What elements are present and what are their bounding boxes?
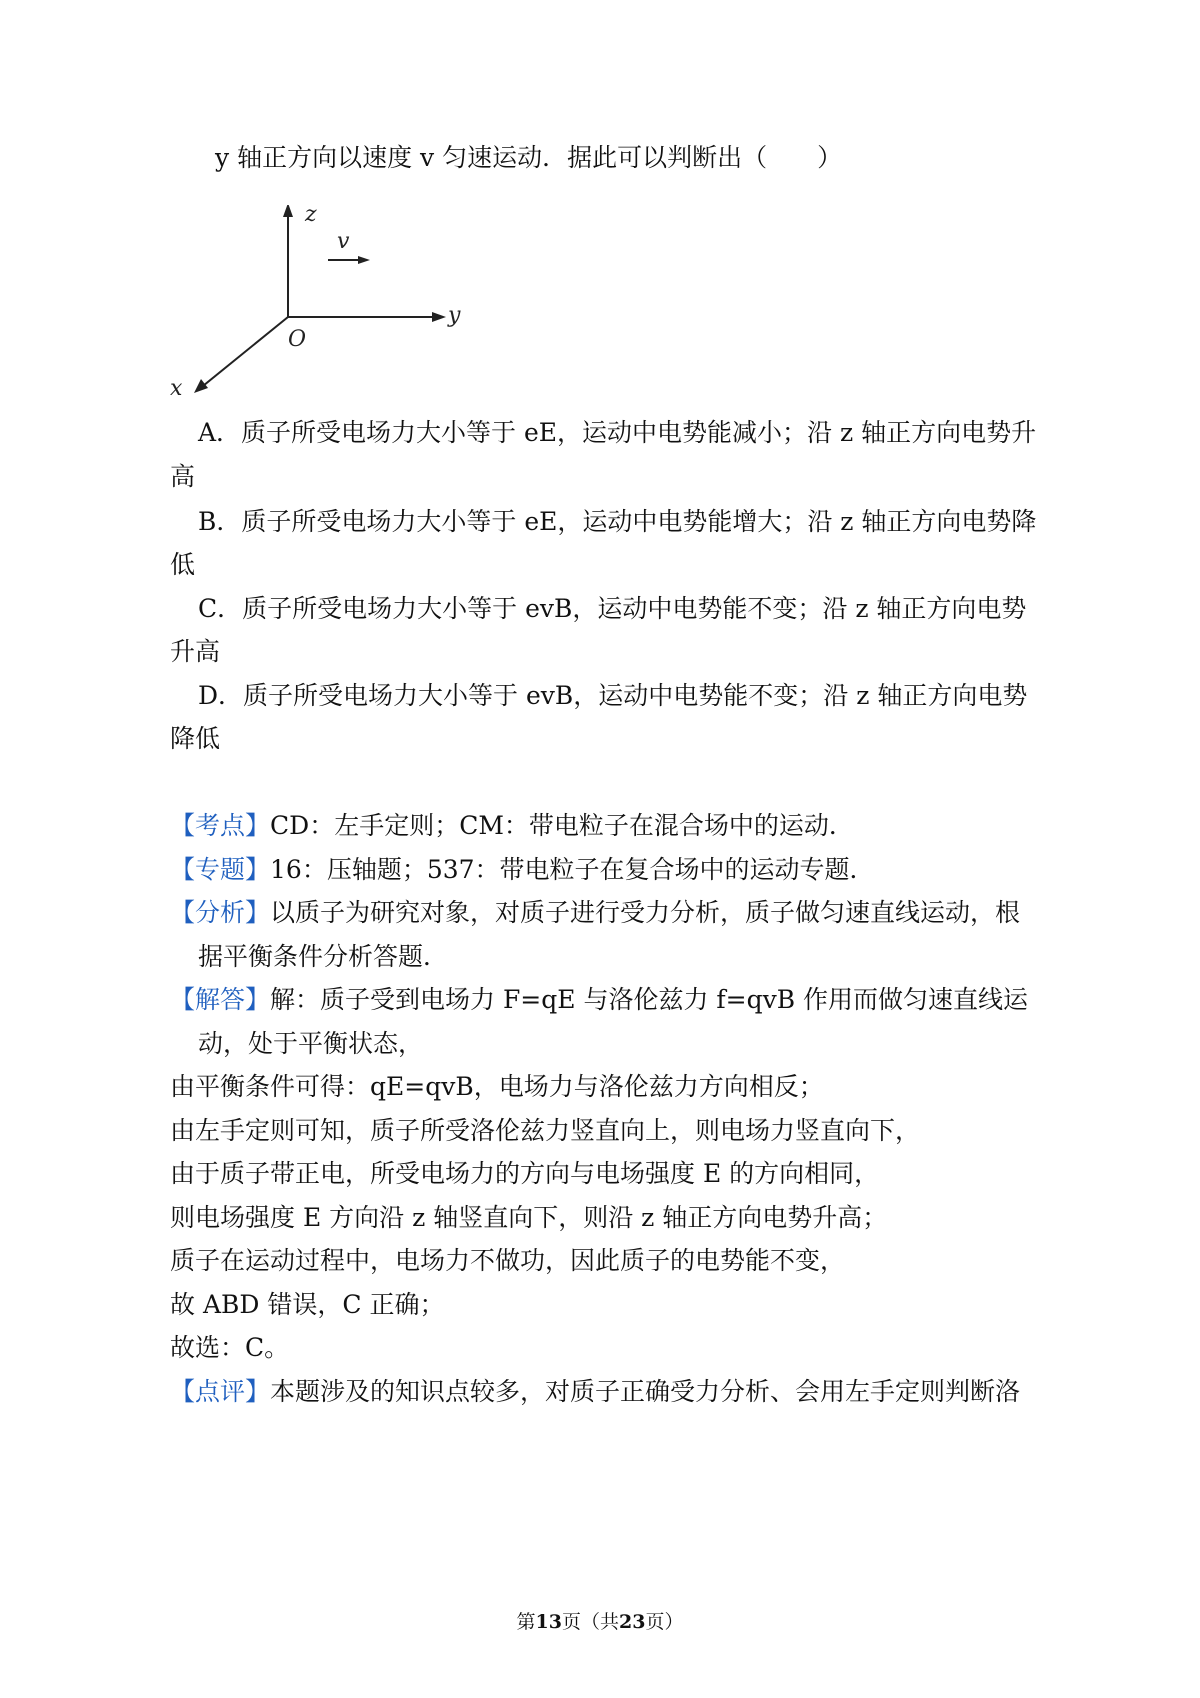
y-axis-label: y <box>448 303 461 328</box>
option-d-line2: 降低 <box>170 724 221 753</box>
dianping-row <box>170 1375 1020 1409</box>
page-footer <box>0 1609 1200 1635</box>
option-b-line1: B．质子所受电场力大小等于 eE，运动中电势能增大；沿 z 轴正方向电势降 <box>198 507 1037 536</box>
jieda-text-line2: 动，处于平衡状态， <box>198 1029 424 1058</box>
solution-line: 质子在运动过程中，电场力不做功，因此质子的电势能不变， <box>170 1246 846 1275</box>
option-c-line1: C．质子所受电场力大小等于 evB，运动中电势能不变；沿 z 轴正方向电势 <box>198 594 1027 623</box>
dianping-tag: 【点评】 <box>170 1377 271 1406</box>
fenxi-text-line1: 以质子为研究对象，对质子进行受力分析，质子做匀速直线运动，根 <box>270 898 1021 927</box>
zhuanti-row <box>170 853 875 887</box>
option-b-line2: 低 <box>170 550 196 579</box>
option-a-line1: A．质子所受电场力大小等于 eE，运动中电势能减小；沿 z 轴正方向电势升 <box>198 418 1037 447</box>
x-axis-label: x <box>170 376 183 401</box>
dianping-text: 本题涉及的知识点较多，对质子正确受力分析、会用左手定则判断洛 <box>270 1377 1021 1406</box>
kaodian-text: CD：左手定则；CM：带电粒子在混合场中的运动． <box>270 811 854 840</box>
footer-prefix: 第 <box>516 1611 536 1633</box>
solution-line: 故 ABD 错误，C 正确； <box>170 1290 445 1319</box>
jieda-tag: 【解答】 <box>170 985 271 1014</box>
footer-page-number: 13 <box>535 1611 562 1633</box>
solution-line: 故选：C。 <box>170 1333 290 1362</box>
fenxi-tag: 【分析】 <box>170 898 271 927</box>
z-axis-arrowhead <box>283 205 293 217</box>
solution-line: 则电场强度 E 方向沿 z 轴竖直向下，则沿 z 轴正方向电势升高； <box>170 1203 888 1232</box>
solution-line: 由于质子带正电，所受电场力的方向与电场强度 E 的方向相同， <box>170 1159 880 1188</box>
velocity-label: v <box>337 229 350 254</box>
kaodian-row <box>170 809 854 843</box>
question-stem: y 轴正方向以速度 v 匀速运动．据此可以判断出（ ） <box>215 143 843 172</box>
coordinate-axes-figure <box>170 205 510 440</box>
zhuanti-text: 16：压轴题；537：带电粒子在复合场中的运动专题． <box>270 855 875 884</box>
y-axis-arrowhead <box>432 312 446 322</box>
fenxi-text-line2: 据平衡条件分析答题． <box>198 942 449 971</box>
footer-suffix: 页） <box>645 1611 684 1633</box>
velocity-arrowhead <box>358 256 370 264</box>
option-a-line2: 高 <box>170 462 196 491</box>
zhuanti-tag: 【专题】 <box>170 855 271 884</box>
jieda-text-line1: 解：质子受到电场力 F=qE 与洛伦兹力 f=qvB 作用而做匀速直线运 <box>270 985 1029 1014</box>
footer-total-pages: 23 <box>619 1611 646 1633</box>
origin-label: O <box>288 327 307 352</box>
solution-line: 由左手定则可知，质子所受洛伦兹力竖直向上，则电场力竖直向下， <box>170 1116 921 1145</box>
jieda-row <box>170 983 1028 1017</box>
x-axis-arrowhead <box>194 379 208 393</box>
footer-middle: 页（共 <box>561 1611 619 1633</box>
solution-line: 由平衡条件可得：qE=qvB，电场力与洛伦兹力方向相反； <box>170 1072 824 1101</box>
fenxi-row <box>170 896 1020 930</box>
option-c-line2: 升高 <box>170 637 221 666</box>
x-axis-line <box>198 317 288 390</box>
kaodian-tag: 【考点】 <box>170 811 271 840</box>
z-axis-label: z <box>305 205 317 227</box>
option-d-line1: D．质子所受电场力大小等于 evB，运动中电势能不变；沿 z 轴正方向电势 <box>198 681 1028 710</box>
